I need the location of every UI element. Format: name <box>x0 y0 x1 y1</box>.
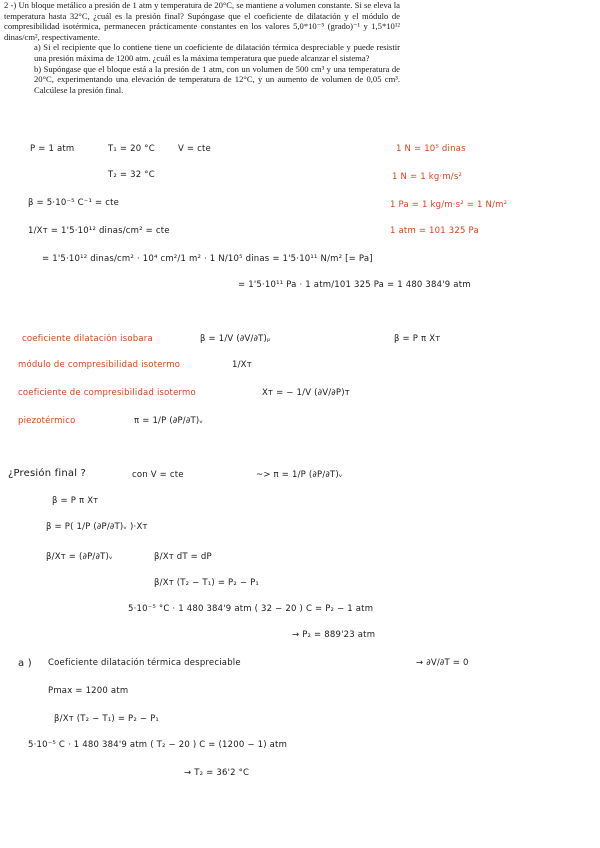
def-beta-label: coeficiente dilatación isobara <box>22 334 153 344</box>
data-kt: 1/Xᴛ = 1'5·10¹² dinas/cm² = cte <box>28 226 170 236</box>
part-a-result: → T₂ = 36'2 °C <box>184 768 250 778</box>
data-t1: T₁ = 20 °C <box>108 144 155 154</box>
unit-newton-dinas: 1 N = 10⁵ dinas <box>396 144 466 154</box>
part-a-label: a ) <box>18 658 32 669</box>
problem-statement <box>4 0 400 95</box>
step-3a: β/Xᴛ = (∂P/∂T)ᵥ <box>46 552 113 562</box>
problem-text: 2 -) Un bloque metálico a presión de 1 atm y temperatura de 20°C, se mantiene a volumen constante. Si se eleva la temperatura hasta 32°C, ¿cuál es la presión final? Supóngase que el coeficiente de dilatación y el módulo de compresibilidad isotérmica, permanecen prácticamente constantes en los valores 5,0*10⁻⁵ (grado)⁻¹ y 1,5*10¹² dinas/cm², respectivamente. <box>4 0 400 42</box>
def-compressibility-eq: Xᴛ = − 1/V (∂V/∂P)ᴛ <box>262 388 350 398</box>
unit-atm: 1 atm = 101 325 Pa <box>390 226 479 236</box>
step-2: β = P( 1/P (∂P/∂T)ᵥ )·Xᴛ <box>46 522 148 532</box>
unit-pascal: 1 Pa = 1 kg/m·s² = 1 N/m² <box>390 200 508 210</box>
piezo-relation: ~> π = 1/P (∂P/∂T)ᵥ <box>256 470 343 480</box>
question-final-pressure: ¿Presión final ? <box>8 468 87 479</box>
unit-newton: 1 N = 1 kg·m/s² <box>392 172 463 182</box>
data-volume: V = cte <box>178 144 211 154</box>
problem-part-a: a) Si el recipiente que lo contiene tiene un coeficiente de dilatación térmica despreciable y puede resistir una presión máxima de 1200 atm. ¿cuál es la máxima temperatura que puede alcanzar el sistema? <box>34 42 400 63</box>
result-p2: → P₂ = 889'23 atm <box>292 630 376 640</box>
part-a-condition: → ∂V/∂T = 0 <box>416 658 469 668</box>
data-pressure: P = 1 atm <box>30 144 75 154</box>
problem-part-b: b) Supóngase que el bloque está a la presión de 1 atm, con un volumen de 500 cm³ y una temperatura de 20°C, experimentando una elevación de temperatura de 12°C, y un aumento de volumen de 0,05 cm³. Calcúlese la presión final. <box>34 63 400 95</box>
def-compressibility-label: coeficiente de compresibilidad isotermo <box>18 388 196 398</box>
step-1: β = P π Xᴛ <box>52 496 99 506</box>
def-beta-eq: β = 1/V (∂V/∂T)ₚ <box>200 334 271 344</box>
step-5: 5·10⁻⁵ °C · 1 480 384'9 atm ( 32 − 20 ) C = P₂ − 1 atm <box>128 604 374 614</box>
part-a-equation: β/Xᴛ (T₂ − T₁) = P₂ − P₁ <box>54 714 160 724</box>
def-piezo-eq: π = 1/P (∂P/∂T)ᵥ <box>134 416 204 426</box>
data-beta: β = 5·10⁻⁵ C⁻¹ = cte <box>28 198 120 208</box>
part-a-pmax: Pmax = 1200 atm <box>48 686 129 696</box>
part-a-substitution: 5·10⁻⁵ C · 1 480 384'9 atm ( T₂ − 20 ) C = (1200 − 1) atm <box>28 740 288 750</box>
conversion-pa: = 1'5·10¹² dinas/cm² · 10⁴ cm²/1 m² · 1 N/10⁵ dinas = 1'5·10¹¹ N/m² [= Pa] <box>42 254 373 264</box>
data-t2: T₂ = 32 °C <box>108 170 155 180</box>
def-beta-relation: β = P π Xᴛ <box>394 334 441 344</box>
def-modulus-label: módulo de compresibilidad isotermo <box>18 360 181 370</box>
step-4: β/Xᴛ (T₂ − T₁) = P₂ − P₁ <box>154 578 260 588</box>
def-piezo-label: piezotérmico <box>18 416 76 426</box>
part-a-title: Coeficiente dilatación térmica despreciable <box>48 658 241 668</box>
step-3b: β/Xᴛ dT = dP <box>154 552 212 562</box>
def-modulus-eq: 1/Xᴛ <box>232 360 252 370</box>
condition-constant-volume: con V = cte <box>132 470 184 480</box>
conversion-atm: = 1'5·10¹¹ Pa · 1 atm/101 325 Pa = 1 480 384'9 atm <box>238 280 471 290</box>
